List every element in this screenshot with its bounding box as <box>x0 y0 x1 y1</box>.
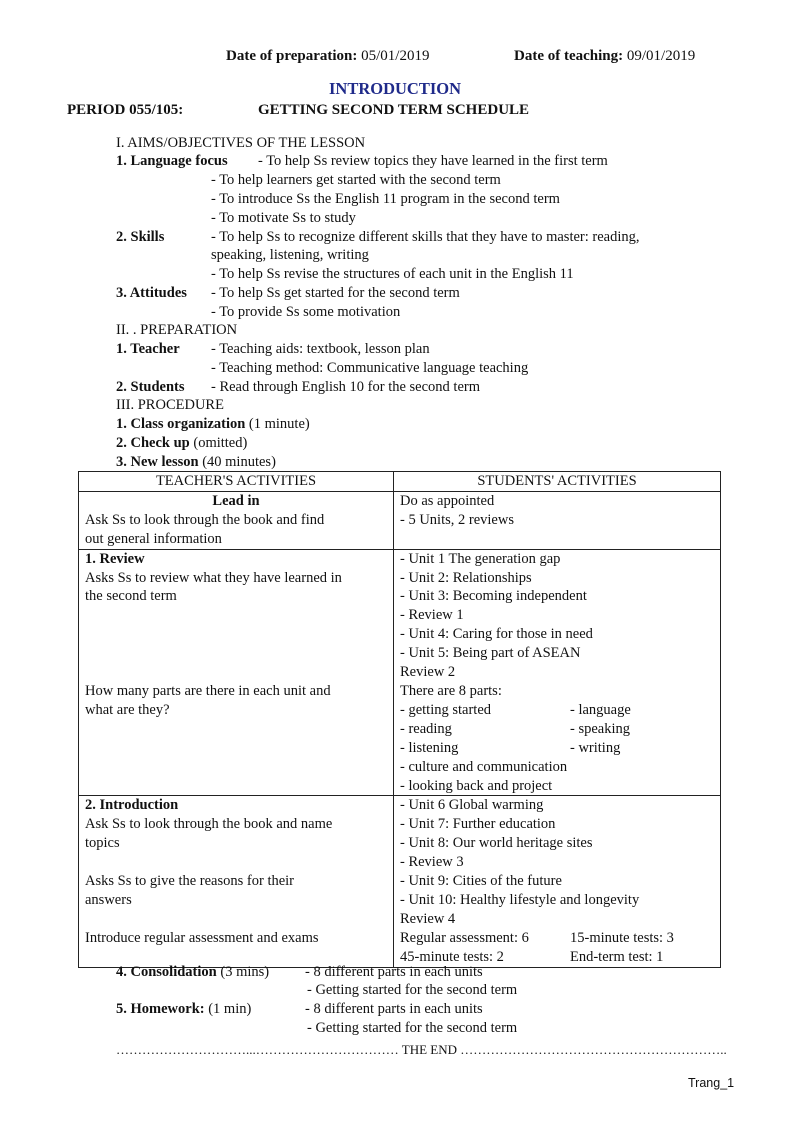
homework-item: - 8 different parts in each units <box>305 1001 483 1017</box>
preparation-date-value: 05/01/2019 <box>361 48 430 64</box>
cell-line: Ask Ss to look through the book and name <box>85 816 333 833</box>
cell-spacer <box>85 910 387 929</box>
table-row <box>79 796 721 967</box>
parts-pair: - getting started - language <box>400 701 631 718</box>
attitudes-item: - To provide Ss some motivation <box>211 304 401 320</box>
unit-item: - Unit 1 The generation gap <box>400 550 561 567</box>
language-item: - To introduce Ss the English 11 program in the second term <box>211 191 560 207</box>
cell-line: Ask Ss to look through the book and find <box>85 511 325 528</box>
preparation-date-label: Date of preparation: <box>226 48 358 64</box>
unit-item: - Unit 2: Relationships <box>400 569 532 586</box>
cell-spacer <box>85 625 387 644</box>
preparation-heading: II. . PREPARATION <box>116 322 238 338</box>
page-title: INTRODUCTION <box>329 79 462 98</box>
cell-spacer <box>85 739 387 758</box>
lead-in-title: Lead in <box>212 492 260 509</box>
tests-pair: Regular assessment: 6 15-minute tests: 3 <box>400 929 674 946</box>
unit-item: - Unit 9: Cities of the future <box>400 873 562 890</box>
cell-spacer <box>85 853 387 872</box>
table-header-row <box>79 472 721 492</box>
unit-item: Review 4 <box>400 910 456 927</box>
the-end-line: …………………………...…………………………… THE END …………………………………………………….. <box>116 1042 727 1057</box>
introduction-students-cell <box>394 796 721 967</box>
review-teacher-cell <box>79 549 394 796</box>
unit-item: - Unit 10: Healthy lifestyle and longevity <box>400 891 640 908</box>
procedure-heading: III. PROCEDURE <box>116 397 224 413</box>
unit-item: - Unit 8: Our world heritage sites <box>400 835 593 852</box>
parts-pair: - listening - writing <box>400 739 621 756</box>
cell-line: - 5 Units, 2 reviews <box>400 511 514 528</box>
skills-item: - To help Ss to recognize different skills that they have to master: reading, <box>211 229 640 245</box>
skills-item: - To help Ss revise the structures of each unit in the English 11 <box>211 266 574 282</box>
aims-heading: I. AIMS/OBJECTIVES OF THE LESSON <box>116 135 366 151</box>
unit-item: - Unit 6 Global warming <box>400 797 544 814</box>
cell-line: answers <box>85 891 132 908</box>
cell-spacer <box>85 777 387 796</box>
homework-label: 5. Homework: (1 min) <box>116 1001 252 1017</box>
teacher-activities-header: TEACHER'S ACTIVITIES <box>79 472 394 492</box>
language-item: - To help Ss review topics they have learned in the first term <box>258 153 608 169</box>
skills-item: speaking, listening, writing <box>211 247 369 263</box>
unit-item: - Review 3 <box>400 854 464 871</box>
cell-spacer <box>85 606 387 625</box>
unit-item: - Unit 4: Caring for those in need <box>400 626 593 643</box>
lead-in-students-cell <box>394 491 721 549</box>
cell-line: How many parts are there in each unit and <box>85 682 331 699</box>
cell-spacer <box>85 644 387 663</box>
cell-spacer <box>85 663 387 682</box>
unit-item: Review 2 <box>400 664 456 681</box>
cell-line: topics <box>85 835 120 852</box>
unit-item: - Unit 7: Further education <box>400 816 556 833</box>
teacher-item: - Teaching method: Communicative language teaching <box>211 360 529 376</box>
attitudes-item: - To help Ss get started for the second term <box>211 285 460 301</box>
introduction-title: 2. Introduction <box>85 797 179 814</box>
parts-item: - culture and communication <box>400 758 568 775</box>
homework-item: - Getting started for the second term <box>307 1020 518 1036</box>
unit-item: There are 8 parts: <box>400 682 502 699</box>
unit-item: - Unit 3: Becoming independent <box>400 588 587 605</box>
consolidation-item: - Getting started for the second term <box>307 982 518 998</box>
skills-label: 2. Skills <box>116 229 165 245</box>
teacher-item: - Teaching aids: textbook, lesson plan <box>211 341 430 357</box>
cell-line: Asks Ss to review what they have learned in <box>85 569 342 586</box>
consolidation-item: - 8 different parts in each units <box>305 964 483 980</box>
unit-item: - Unit 5: Being part of ASEAN <box>400 645 581 662</box>
teaching-date-value: 09/01/2019 <box>626 48 696 64</box>
review-title: 1. Review <box>85 550 145 567</box>
students-item: - Read through English 10 for the second term <box>211 379 480 395</box>
language-item: - To help learners get started with the second term <box>211 172 501 188</box>
tests-pair: 45-minute tests: 2 End-term test: 1 <box>400 948 664 965</box>
teaching-date <box>514 47 695 66</box>
teacher-label: 1. Teacher <box>116 341 180 357</box>
cell-line: what are they? <box>85 701 170 718</box>
review-students-cell <box>394 549 721 796</box>
preparation-date <box>226 47 429 66</box>
consolidation-label: 4. Consolidation (3 mins) <box>116 964 270 980</box>
table-row <box>79 549 721 796</box>
lead-in-teacher-cell <box>79 491 394 549</box>
page-number: Trang_1 <box>688 1076 735 1090</box>
cell-line: Do as appointed <box>400 492 495 509</box>
cell-line: out general information <box>85 530 222 547</box>
teaching-date-label: Date of teaching: <box>514 48 624 64</box>
parts-pair: - reading - speaking <box>400 720 630 737</box>
cell-line: Introduce regular assessment and exams <box>85 929 319 946</box>
students-activities-header: STUDENTS' ACTIVITIES <box>394 472 721 492</box>
language-item: - To motivate Ss to study <box>211 210 356 226</box>
attitudes-label: 3. Attitudes <box>116 285 187 301</box>
class-organization: 1. Class organization (1 minute) <box>116 416 310 432</box>
table-row <box>79 491 721 549</box>
parts-item: - looking back and project <box>400 777 553 794</box>
cell-line: Asks Ss to give the reasons for their <box>85 873 295 890</box>
introduction-teacher-cell <box>79 796 394 967</box>
lesson-title: GETTING SECOND TERM SCHEDULE <box>258 102 530 118</box>
cell-spacer <box>85 720 387 739</box>
new-lesson: 3. New lesson (40 minutes) <box>116 454 276 470</box>
language-focus-label: 1. Language focus <box>116 153 228 169</box>
period-number: PERIOD 055/105: <box>67 102 184 118</box>
cell-line: the second term <box>85 588 177 605</box>
activities-table <box>78 471 721 968</box>
students-label: 2. Students <box>116 379 185 395</box>
unit-item: - Review 1 <box>400 607 464 624</box>
check-up: 2. Check up (omitted) <box>116 435 248 451</box>
cell-spacer <box>85 758 387 777</box>
